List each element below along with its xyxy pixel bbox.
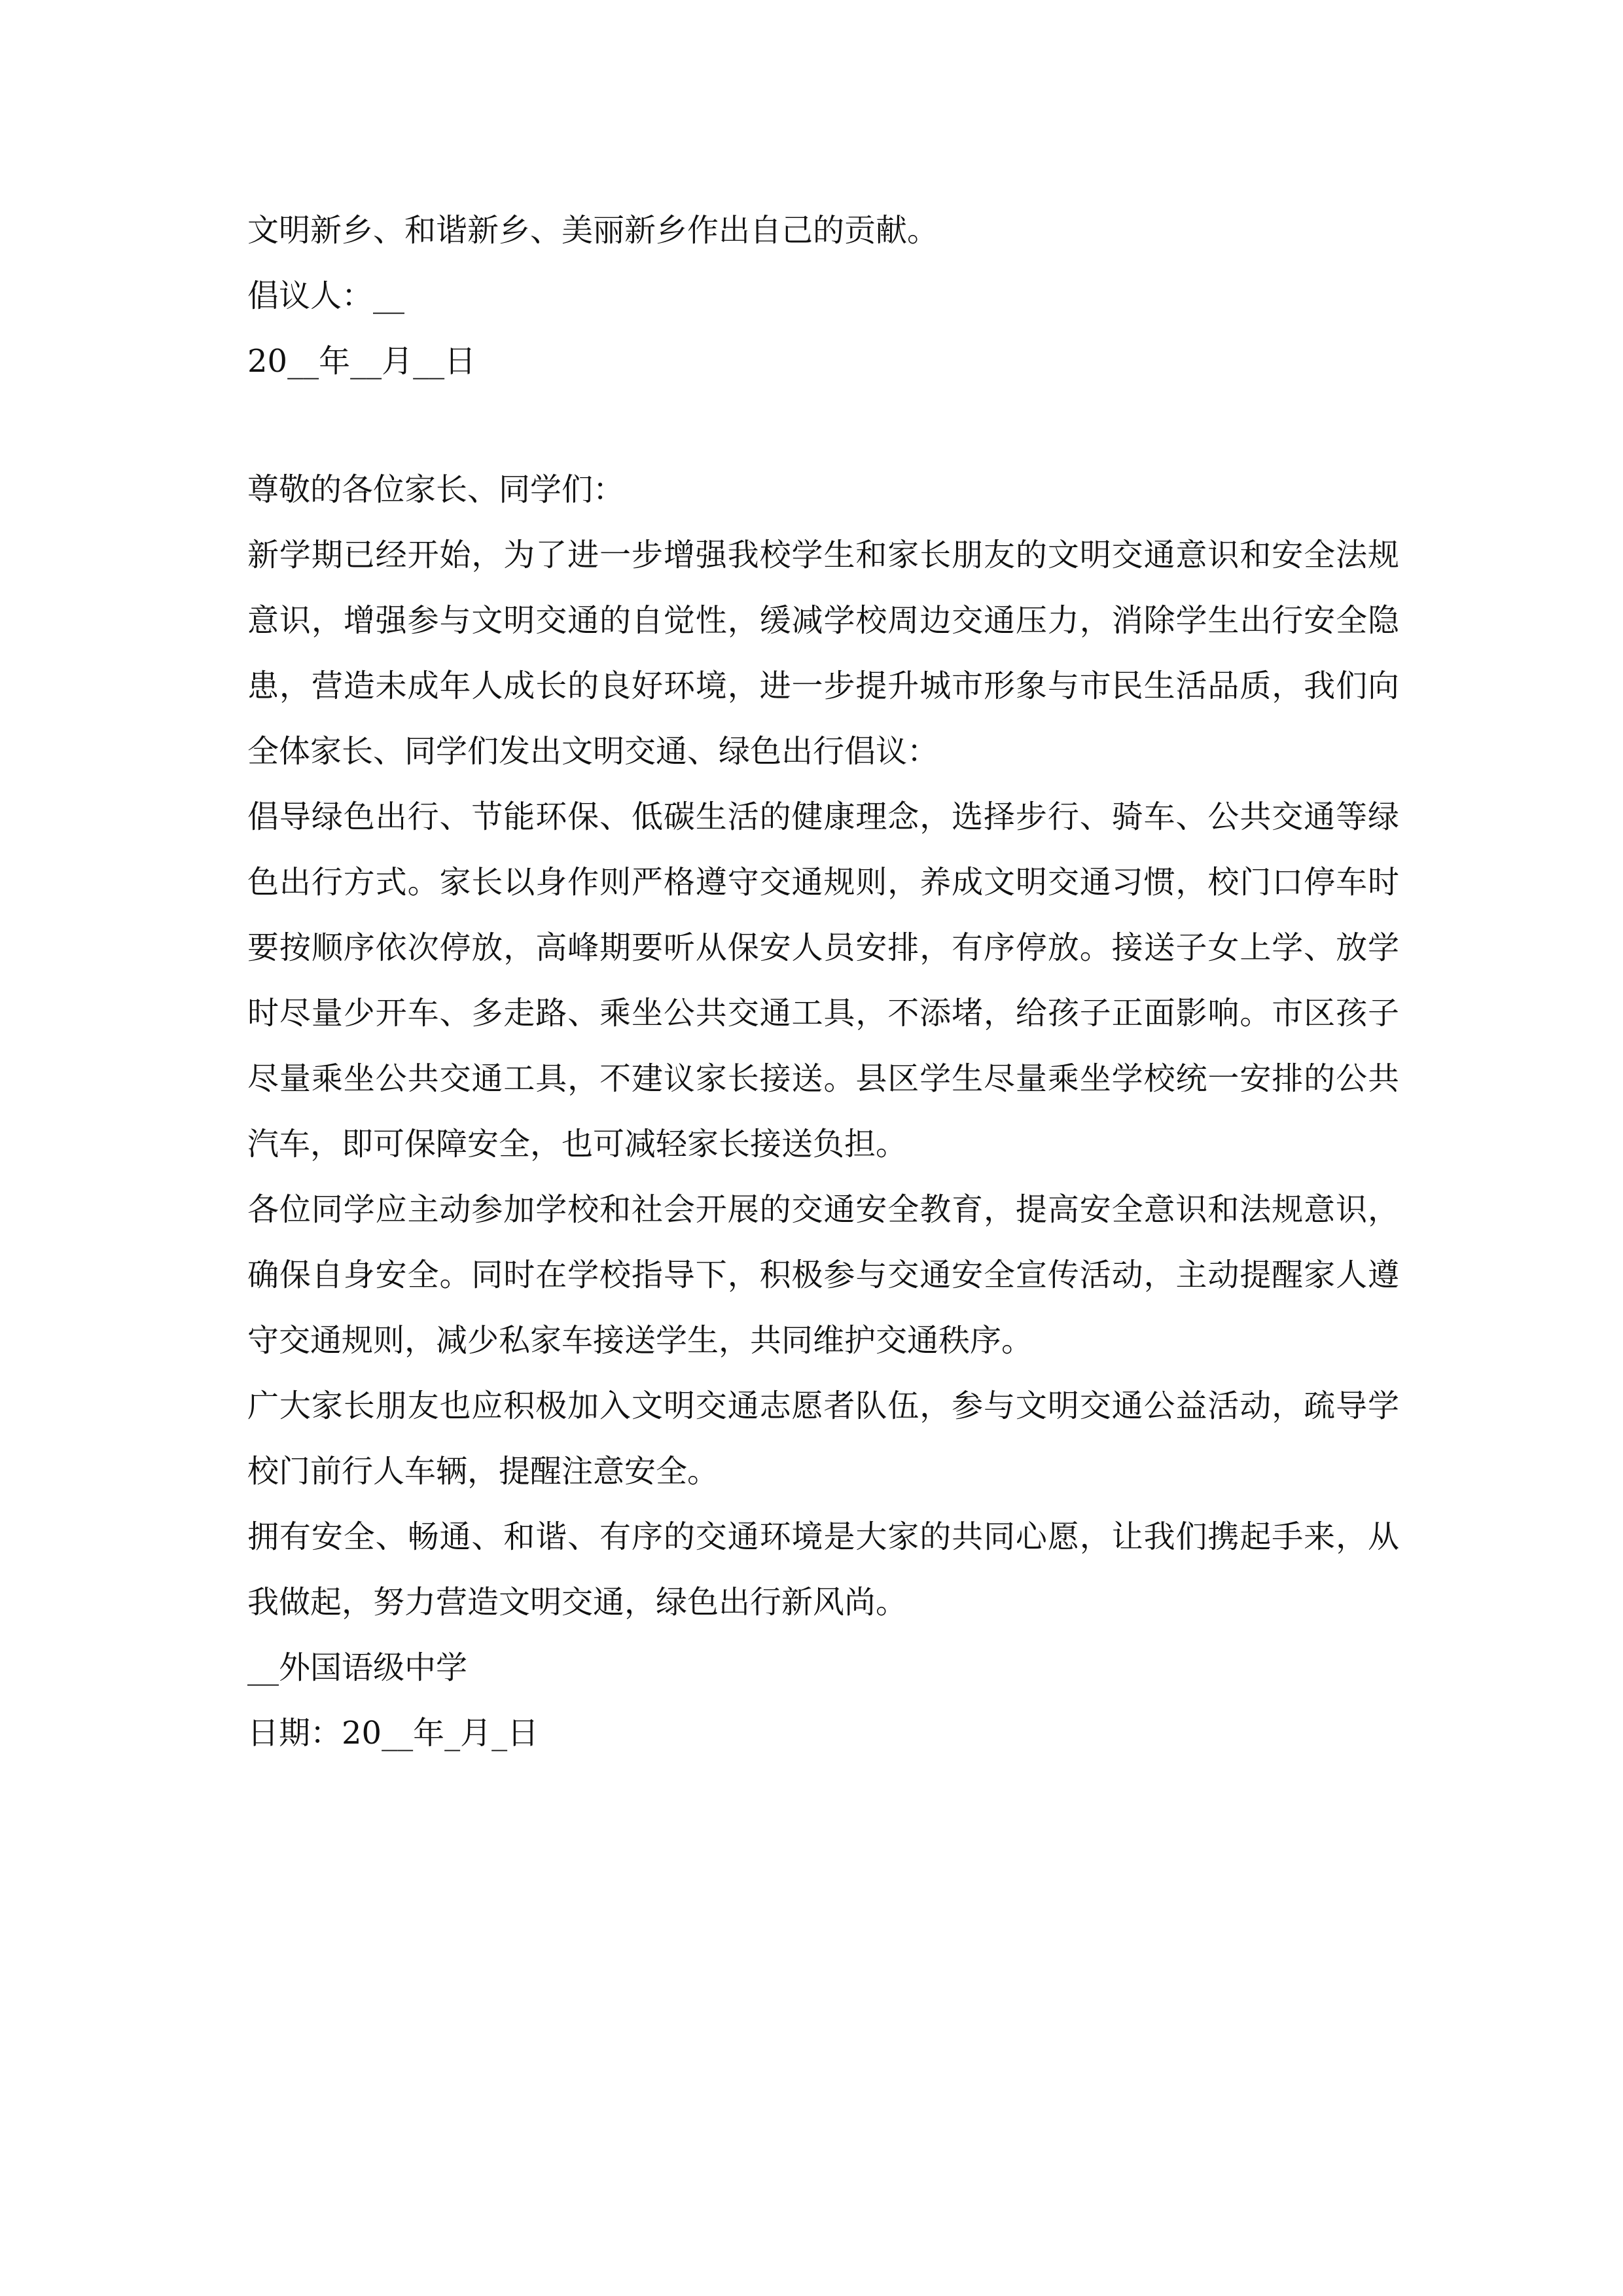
signature-date: 日期：20__年_月_日: [247, 1715, 539, 1751]
salutation: 尊敬的各位家长、同学们：: [247, 471, 625, 508]
date-line: 20__年__月__日: [247, 343, 476, 380]
signature: __外国语级中学: [247, 1649, 468, 1686]
paragraph-closing: 拥有安全、畅通、和谐、有序的交通环境是大家的共同心愿，让我们携起手来，从我做起，努力营造文明交通，绿色出行新风尚。: [247, 1518, 1399, 1621]
paragraph-intro: 新学期已经开始，为了进一步增强我校学生和家长朋友的文明交通意识和安全法规意识，增强参与文明交通的自觉性，缓减学校周边交通压力，消除学生出行安全隐患，营造未成年人成长的良好环境，进一步提升城市形象与市民生活品质，我们向全体家长、同学们发出文明交通、绿色出行倡议：: [247, 537, 1399, 770]
previous-letter-ending: [247, 198, 1399, 394]
proposer-line: 倡议人：__: [247, 278, 405, 314]
continuation-line: 文明新乡、和谐新乡、美丽新乡作出自己的贡献。: [247, 212, 939, 249]
paragraph-students: 各位同学应主动参加学校和社会开展的交通安全教育，提高安全意识和法规意识，确保自身安全。同时在学校指导下，积极参与交通安全宣传活动，主动提醒家人遵守交通规则，减少私家车接送学生，共同维护交通秩序。: [247, 1191, 1399, 1359]
paragraph-volunteers: 广大家长朋友也应积极加入文明交通志愿者队伍，参与文明交通公益活动，疏导学校门前行人车辆，提醒注意安全。: [247, 1388, 1399, 1490]
letter-body: [247, 457, 1399, 1766]
paragraph-parents: 倡导绿色出行、节能环保、低碳生活的健康理念，选择步行、骑车、公共交通等绿色出行方式。家长以身作则严格遵守交通规则，养成文明交通习惯，校门口停车时要按顺序依次停放，高峰期要听从保安人员安排，有序停放。接送子女上学、放学时尽量少开车、多走路、乘坐公共交通工具，不添堵，给孩子正面影响。市区孩子尽量乘坐公共交通工具，不建议家长接送。县区学生尽量乘坐学校统一安排的公共汽车，即可保障安全，也可减轻家长接送负担。: [247, 798, 1399, 1162]
